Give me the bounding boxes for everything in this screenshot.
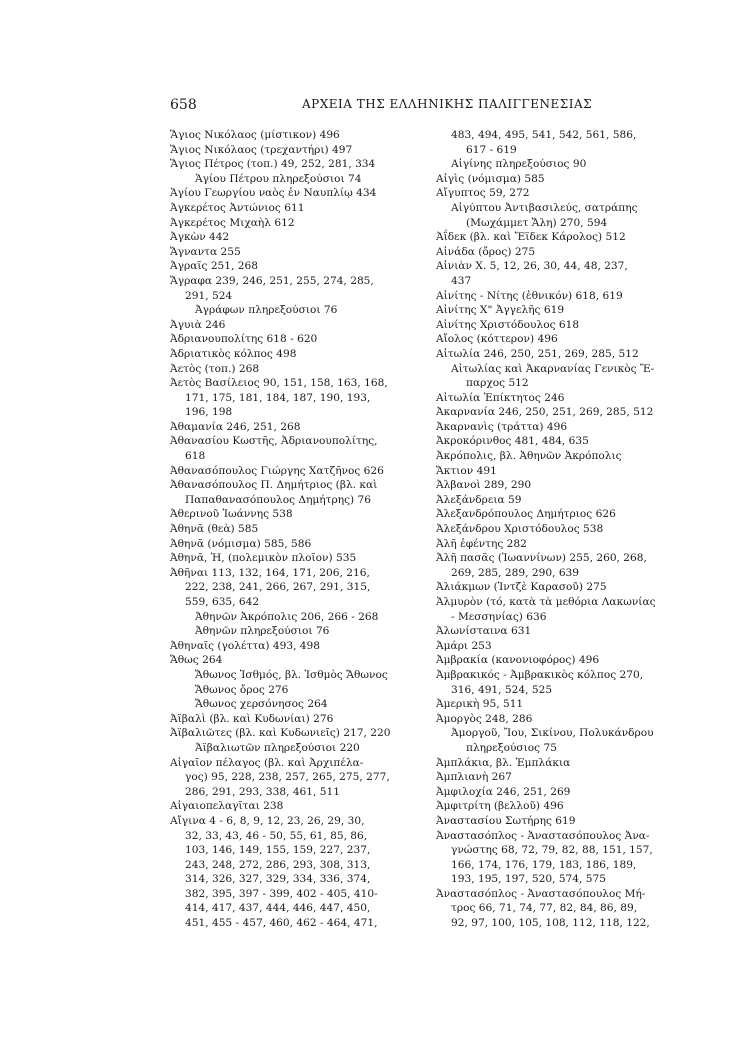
index-entry xyxy=(436,303,680,318)
index-entry xyxy=(436,624,680,639)
index-entry-line: Ἀγκερέτος Ἀντώνιος 611 xyxy=(170,201,305,214)
index-entry-line: Ἀμβρακία (κανονιοφόρος) 496 xyxy=(436,654,600,667)
index-entry-line: πληρεξούσιος 75 xyxy=(466,741,557,754)
index-entry-line: Ἀκροκόρινθος 481, 484, 635 xyxy=(436,435,589,448)
index-entry xyxy=(170,726,398,741)
index-entry xyxy=(436,347,680,362)
index-entry-line: Ἀγκὼν 442 xyxy=(170,231,230,244)
index-entry-line: 222, 238, 241, 266, 267, 291, 315, xyxy=(185,581,371,594)
index-column-left xyxy=(170,128,398,931)
index-entry-line: Ἀμφιτρίτη (βελλοῦ) 496 xyxy=(436,800,564,813)
index-entry-line: 617 - 619 xyxy=(466,143,517,156)
index-entry xyxy=(170,814,398,931)
index-entry-line: Ἀμπλάκια, βλ. Ἐμπλάκια xyxy=(436,756,571,769)
index-entry-line: 291, 524 xyxy=(185,289,233,302)
index-entry-line: Αἴγυπτος 59, 272 xyxy=(436,187,530,200)
index-entry-line: (Μωχάμμετ Ἄλη) 270, 594 xyxy=(466,216,608,229)
index-entry xyxy=(170,318,398,333)
index-entry-line: Ἀκρόπολις, βλ. Ἀθηνῶν Ἀκρόπολις xyxy=(436,450,622,463)
index-entry-line: Ἀλεξάνδρεια 59 xyxy=(436,493,522,506)
index-entry-line: Ἀθανασόπουλος Γιώργης Χατζῆνος 626 xyxy=(170,464,384,477)
index-entry xyxy=(170,741,398,756)
index-entry xyxy=(170,683,398,698)
index-entry-line: Ἄθωνος χερσόνησος 264 xyxy=(195,698,328,711)
index-entry-line: Ἀκαρνανία 246, 250, 251, 269, 285, 512 xyxy=(436,406,654,419)
index-entry-line: Ἀναστασίου Σωτήρης 619 xyxy=(436,814,576,827)
index-entry xyxy=(436,639,680,654)
index-entry xyxy=(436,420,680,435)
index-entry-line: 437 xyxy=(451,274,472,287)
index-entry-line: Ἀμάρι 253 xyxy=(436,639,492,652)
index-entry-line: Αἰγύπτου Ἀντιβασιλεύς, σατράπης xyxy=(451,201,638,214)
index-entry-line: 92, 97, 100, 105, 108, 112, 118, 122, xyxy=(451,917,650,930)
index-entry-line: Ἀκαρνανὶς (τράττα) 496 xyxy=(436,420,568,433)
index-entry-line: Ἀθηναῖς (γολέττα) 493, 498 xyxy=(170,639,321,652)
index-entry xyxy=(436,697,680,712)
index-entry-line: 559, 635, 642 xyxy=(185,596,260,608)
index-entry-line: Ἀδριανουπολίτης 618 - 620 xyxy=(170,333,318,346)
index-entry xyxy=(170,216,398,231)
index-entry xyxy=(170,507,398,522)
index-entry xyxy=(436,814,680,829)
index-entry xyxy=(436,362,680,391)
index-entry xyxy=(170,434,398,463)
index-entry-line: Αἰγίνης πληρεξούσιος 90 xyxy=(451,158,587,171)
index-entry-line: Αἰνίτης Χ" Ἀγγελῆς 619 xyxy=(436,304,565,317)
index-entry xyxy=(436,668,680,697)
index-entry-line: Ἀμοργὸς 248, 286 xyxy=(436,712,533,725)
index-entry-line: Ἀλεξάνδρου Χριστόδουλος 538 xyxy=(436,523,604,536)
index-entry-line: Ἀμπλιανὴ 267 xyxy=(436,771,512,784)
index-entry xyxy=(436,770,680,785)
index-entry-line: Ἀγραῖς 251, 268 xyxy=(170,260,258,273)
index-entry-line: Ἀναστασόπλος - Ἀναστασόπουλος Ἀνα- xyxy=(436,829,650,842)
index-entry-line: Ἄγραφα 239, 246, 251, 255, 274, 285, xyxy=(170,274,374,287)
index-entry-line: Ἅγιος Νικόλαος (μίστικον) 496 xyxy=(170,129,340,141)
index-entry-line: Ἀϊβαλὶ (βλ. καὶ Κυδωνίαι) 276 xyxy=(170,712,334,725)
index-entry xyxy=(170,303,398,318)
index-entry-line: 451, 455 - 457, 460, 462 - 464, 471, xyxy=(185,917,378,930)
index-entry-line: Ἀλωνίσταινα 631 xyxy=(436,625,532,638)
index-entry-line: γος) 95, 228, 238, 257, 265, 275, 277, xyxy=(185,771,390,784)
index-entry-line: Ἀθανασόπουλος Π. Δημήτριος (βλ. καὶ xyxy=(170,479,378,492)
index-entry-line: 193, 195, 197, 520, 574, 575 xyxy=(451,873,606,886)
index-entry-line: 483, 494, 495, 541, 542, 561, 586, xyxy=(451,129,637,141)
index-entry xyxy=(170,376,398,420)
index-entry xyxy=(436,887,680,931)
index-entry xyxy=(170,332,398,347)
index-entry xyxy=(436,245,680,260)
index-entry-line: 103, 146, 149, 155, 159, 227, 237, xyxy=(185,844,371,857)
index-entry-line: Αἰτωλίας καὶ Ἀκαρνανίας Γενικὸς Ἔ- xyxy=(451,362,655,375)
index-entry-line: Ἀλβανοὶ 289, 290 xyxy=(436,479,532,492)
index-entry-line: γνώστης 68, 72, 79, 82, 88, 151, 157, xyxy=(451,844,653,857)
index-entry-line: Ἀμερικὴ 95, 511 xyxy=(436,698,524,711)
index-entry-line: Ἄγναντα 255 xyxy=(170,245,241,258)
index-entry xyxy=(170,362,398,377)
index-entry-line: Ἁγίου Γεωργίου ναὸς ἐν Ναυπλίῳ 434 xyxy=(170,187,377,200)
index-entry xyxy=(436,186,680,201)
index-entry-line: Ἀθαμανία 246, 251, 268 xyxy=(170,420,301,433)
index-entry-line: Αἰνίτης Χριστόδουλος 618 xyxy=(436,318,580,331)
index-entry xyxy=(436,405,680,420)
index-entry-line: Ἀλιάκμων (Ἰντζὲ Καρασοῦ) 275 xyxy=(436,581,607,594)
index-entry xyxy=(436,464,680,479)
index-entry-line: Αἰνιὰν Χ. 5, 12, 26, 30, 44, 48, 237, xyxy=(436,260,628,273)
index-entry-line: Ἁγίου Πέτρου πληρεξούσιοι 74 xyxy=(195,172,362,185)
index-entry xyxy=(436,230,680,245)
index-entry-line: Ἀγκερέτος Μιχαὴλ 612 xyxy=(170,216,295,229)
index-entry xyxy=(436,493,680,508)
index-entry xyxy=(170,639,398,654)
index-entry xyxy=(170,172,398,187)
index-entry xyxy=(170,537,398,552)
index-entry xyxy=(170,712,398,727)
index-entry-line: 618 xyxy=(185,450,206,463)
index-entry-line: 166, 174, 176, 179, 183, 186, 189, xyxy=(451,858,637,871)
index-entry-line: 196, 198 xyxy=(185,406,233,419)
index-entry xyxy=(170,274,398,303)
index-entry-line: Ἄθως 264 xyxy=(170,654,223,667)
index-entry-line: Ἅγιος Νικόλαος (τρεχαντήρι) 497 xyxy=(170,143,353,156)
index-entry-line: Ἄθωνος ὄρος 276 xyxy=(195,683,289,696)
index-entry-line: 286, 291, 293, 338, 461, 511 xyxy=(185,785,340,798)
index-entry-line: Ἀγυιὰ 246 xyxy=(170,318,226,331)
index-entry-line: Ἀλῆ πασᾶς (Ἰωαννίνων) 255, 260, 268, xyxy=(436,552,647,565)
index-entry xyxy=(436,522,680,537)
index-entry-line: 314, 326, 327, 329, 334, 336, 374, xyxy=(185,873,371,886)
index-entry xyxy=(170,478,398,507)
index-entry-line: Ἀλῆ ἐφέντης 282 xyxy=(436,537,527,550)
index-entry-line: Ἀθῆναι 113, 132, 164, 171, 206, 216, xyxy=(170,566,370,579)
index-entry xyxy=(436,289,680,304)
index-entry xyxy=(170,624,398,639)
index-entry-line: Ἄκτιον 491 xyxy=(436,464,497,477)
index-entry-line: Ἀετὸς (τοπ.) 268 xyxy=(170,362,260,375)
index-entry xyxy=(170,420,398,435)
index-entry-line: Ἀναστασόπλος - Ἀναστασόπουλος Μή- xyxy=(436,887,646,900)
index-entry-line: - Μεσσηνίας) 636 xyxy=(451,610,547,623)
index-entry xyxy=(170,347,398,362)
index-entry-line: Αἰγαῖον πέλαγος (βλ. καὶ Ἀρχιπέλα- xyxy=(170,756,364,769)
index-entry-line: τρος 66, 71, 74, 77, 82, 84, 86, 89, xyxy=(451,902,638,915)
index-entry xyxy=(170,143,398,158)
index-entry xyxy=(436,653,680,668)
index-entry-line: 243, 248, 272, 286, 293, 308, 313, xyxy=(185,858,371,871)
index-entry-line: Ἀϊβαλιῶτες (βλ. καὶ Κυδωνιεῖς) 217, 220 xyxy=(170,727,391,740)
index-entry xyxy=(170,551,398,566)
index-entry xyxy=(436,756,680,771)
index-entry xyxy=(170,201,398,216)
index-entry xyxy=(436,507,680,522)
index-entry-line: Ἀθηνᾶ, Ἡ, (πολεμικὸν πλοῖον) 535 xyxy=(170,552,357,565)
index-entry xyxy=(170,566,398,610)
index-entry-line: Ἀθηνῶν Ἀκρόπολις 206, 266 - 268 xyxy=(195,610,379,623)
index-entry-line: Ἁλμυρὸν (τό, κατὰ τὰ μεθόρια Λακωνίας xyxy=(436,596,656,608)
index-entry-line: Αἰτωλία 246, 250, 251, 269, 285, 512 xyxy=(436,347,639,360)
index-entry xyxy=(436,157,680,172)
index-entry-line: Ἀθερινοῦ Ἰωάννης 538 xyxy=(170,508,293,521)
index-entry xyxy=(170,245,398,260)
index-entry-line: Ἀμοργοῦ, Ἴου, Σικίνου, Πολυκάνδρου xyxy=(451,727,654,740)
index-entry-line: 269, 285, 289, 290, 639 xyxy=(451,566,580,579)
index-entry-line: Ἅγιος Πέτρος (τοπ.) 49, 252, 281, 334 xyxy=(170,158,376,171)
index-entry-line: 382, 395, 397 - 399, 402 - 405, 410- xyxy=(185,887,378,900)
index-entry-line: Ἀθηνᾶ (θεὰ) 585 xyxy=(170,523,259,536)
index-entry xyxy=(170,522,398,537)
index-entry xyxy=(170,230,398,245)
index-entry-line: Αἰνάδα (ὄρος) 275 xyxy=(436,245,536,258)
index-entry-line: 316, 491, 524, 525 xyxy=(451,683,553,696)
index-entry-line: Ἀγράφων πληρεξούσιοι 76 xyxy=(195,304,338,317)
index-entry xyxy=(170,157,398,172)
index-entry xyxy=(170,610,398,625)
index-entry-line: Αἰνίτης - Νίτης (ἐθνικόν) 618, 619 xyxy=(436,289,623,302)
index-entry-line: Αἰγὶς (νόμισμα) 585 xyxy=(436,172,545,185)
index-entry-line: Παπαθανασόπουλος Δημήτρης) 76 xyxy=(185,493,371,506)
index-entry xyxy=(170,668,398,683)
index-entry xyxy=(436,726,680,755)
index-entry xyxy=(436,595,680,624)
index-entry-line: Αἴολος (κόττερον) 496 xyxy=(436,333,558,346)
index-entry-line: Ἀϊβαλιωτῶν πληρεξούσιοι 220 xyxy=(195,741,360,754)
index-entry xyxy=(436,449,680,464)
index-entry xyxy=(436,799,680,814)
index-entry-line: Αἰγαιοπελαγῖται 238 xyxy=(170,800,284,813)
index-entry xyxy=(436,551,680,580)
index-entry xyxy=(170,259,398,274)
index-entry-line: παρχος 512 xyxy=(466,377,529,390)
index-entry xyxy=(170,128,398,143)
index-entry xyxy=(436,580,680,595)
index-entry xyxy=(170,756,398,800)
index-entry xyxy=(436,391,680,406)
index-entry-line: 32, 33, 43, 46 - 50, 55, 61, 85, 86, xyxy=(185,829,368,842)
index-entry xyxy=(436,712,680,727)
index-entry xyxy=(170,186,398,201)
index-entry-line: Ἀμφιλοχία 246, 251, 269 xyxy=(436,785,571,798)
index-entry-line: Ἀδριατικὸς κόλπος 498 xyxy=(170,347,297,360)
index-entry xyxy=(170,653,398,668)
index-entry-line: Αἴγινα 4 - 6, 8, 9, 12, 23, 26, 29, 30, xyxy=(170,814,365,827)
index-entry xyxy=(436,172,680,187)
index-column-right xyxy=(436,128,680,931)
index-entry xyxy=(170,799,398,814)
index-entry-line: Αἰτωλία Ἐπίκτητος 246 xyxy=(436,391,565,404)
page-header xyxy=(170,97,630,117)
index-entry xyxy=(436,259,680,288)
index-entry-line: 414, 417, 437, 444, 446, 447, 450, xyxy=(185,902,371,915)
index-entry-line: Ἀλεξανδρόπουλος Δημήτριος 626 xyxy=(436,508,616,521)
index-entry xyxy=(170,464,398,479)
running-title: ΑΡΧΕΙΑ ΤΗΣ ΕΛΛΗΝΙΚΗΣ ΠΑΛΙΓΓΕΝΕΣΙΑΣ xyxy=(302,97,593,111)
index-entry-line: Ἀετὸς Βασίλειος 90, 151, 158, 163, 168, xyxy=(170,377,388,390)
index-entry-line: 171, 175, 181, 184, 187, 190, 193, xyxy=(185,391,371,404)
index-entry xyxy=(436,318,680,333)
index-entry xyxy=(436,478,680,493)
index-entry xyxy=(170,697,398,712)
index-entry xyxy=(436,785,680,800)
index-entry xyxy=(436,537,680,552)
index-entry xyxy=(436,434,680,449)
page-number: 658 xyxy=(170,97,197,113)
index-entry-line: Ἀμβρακικός - Ἀμβρακικὸς κόλπος 270, xyxy=(436,668,644,681)
index-entry xyxy=(436,201,680,230)
index-entry-line: Ἀΐδεκ (βλ. καὶ Ἔϊδεκ Κάρολος) 512 xyxy=(436,231,626,244)
index-entry-line: Ἀθανασίου Κωστῆς, Ἀδριανουπολίτης, xyxy=(170,435,378,448)
index-entry-line: Ἄθωνος Ἰσθμός, βλ. Ἰσθμὸς Ἄθωνος xyxy=(195,668,388,681)
index-entry xyxy=(436,829,680,887)
index-entry-line: Ἀθηνῶν πληρεξούσιοι 76 xyxy=(195,625,330,638)
index-entry xyxy=(436,128,680,157)
index-entry xyxy=(436,332,680,347)
index-entry-line: Ἀθηνᾶ (νόμισμα) 585, 586 xyxy=(170,537,312,550)
